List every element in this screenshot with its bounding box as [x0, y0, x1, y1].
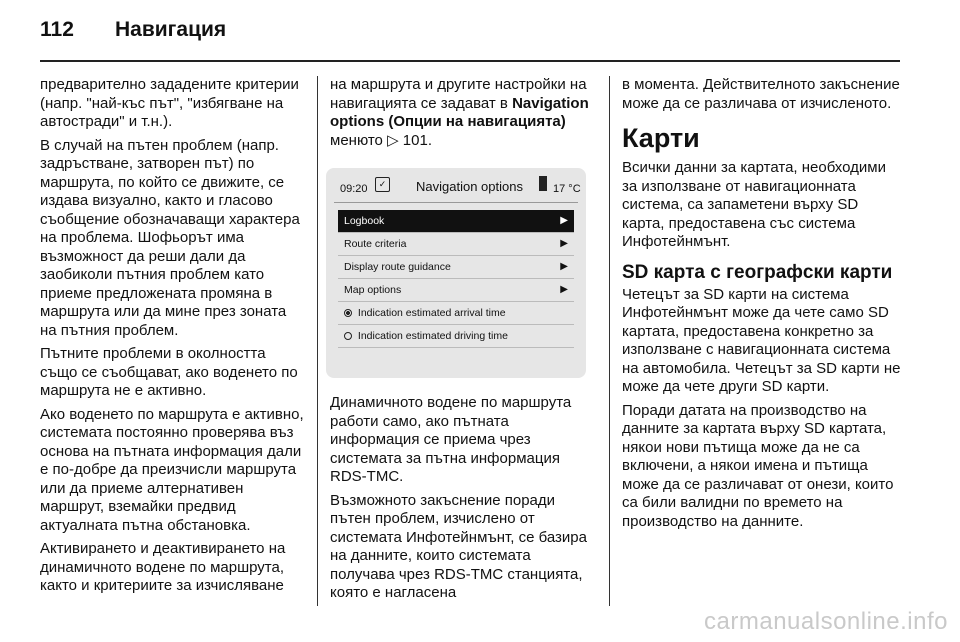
- chevron-right-icon: ▶: [560, 238, 568, 249]
- navigation-options-screen-image: [326, 168, 586, 378]
- screen-divider: [334, 202, 578, 203]
- paragraph: Ако воденето по маршрута е активно, системата постоянно проверява въз основа на пътната информация дали е по-добре да преизчисли маршрута или да приеме алтернативен маршрут, вземайки предвид актуалната пътна обстановка.: [40, 405, 304, 534]
- text-run: менюто: [330, 131, 383, 149]
- radio-unselected-icon: [344, 332, 352, 340]
- paragraph: Възможното закъснение поради пътен проблем, изчислено от системата Инфотейнмънт, се базира на данните, които системата получава чрез RDS-TMC станцията, която е нагласена: [330, 491, 587, 601]
- text-run: на маршрута и другите настройки на навигацията се задават в: [330, 76, 587, 112]
- paragraph: в момента. Действителното закъснение може да се различава от изчисленото.: [622, 76, 900, 112]
- page-reference-arrow-icon: ▷: [387, 131, 399, 149]
- page-reference: 101.: [402, 131, 432, 149]
- chevron-right-icon: ▶: [560, 261, 568, 272]
- chevron-right-icon: ▶: [560, 215, 568, 226]
- column-divider: [317, 76, 318, 606]
- page-header: [40, 18, 226, 50]
- menu-item-label: Logbook: [344, 215, 385, 227]
- column-right: [622, 76, 902, 536]
- screen-time: 09:20: [340, 183, 368, 195]
- menu-item-label: Map options: [344, 284, 402, 296]
- menu-item-map-options[interactable]: [338, 279, 574, 302]
- screen-temperature: 17 °C: [553, 183, 581, 195]
- column-left: [40, 76, 306, 601]
- navigation-icon: ✓: [375, 177, 390, 192]
- header-divider: [40, 60, 900, 62]
- column-divider: [609, 76, 610, 606]
- paragraph: Пътните проблеми в околността също се съобщават, ако воденето по маршрута не е активно.: [40, 345, 298, 399]
- radio-selected-icon: [344, 309, 352, 317]
- column-middle: [330, 76, 596, 608]
- menu-item-route-criteria[interactable]: [338, 233, 574, 256]
- radio-driving-time[interactable]: [338, 325, 574, 348]
- paragraph: предварително зададените критерии (напр. "най-къс път", "избягване на автостради" и т.н.).: [40, 76, 299, 130]
- section-title: Навигация: [115, 18, 227, 41]
- phone-icon: [539, 176, 547, 191]
- radio-arrival-time[interactable]: [338, 302, 574, 325]
- menu-item-display-route-guidance[interactable]: [338, 256, 574, 279]
- menu-item-label: Route criteria: [344, 238, 407, 250]
- paragraph: В случай на пътен проблем (напр. задръстване, затворен път) по маршрута, по който се движите, се издава визуално, както и гласово съобщение обозначаващи характера на проблема. Шофьорът има възможност да реши дали да заобиколи пътния проблем като приеме предложената промяна в маршрута или да мине през зоната на пътния проблем.: [40, 136, 300, 339]
- menu-reference: Navigation options (Опции на навигацията): [330, 94, 589, 130]
- radio-label: Indication estimated driving time: [357, 330, 508, 342]
- menu-item-logbook[interactable]: [338, 210, 574, 233]
- radio-label: Indication estimated arrival time: [357, 307, 506, 319]
- heading-maps: Карти: [622, 123, 700, 153]
- screen-title: Navigation options: [416, 179, 523, 194]
- paragraph: Динамичното водене по маршрута работи само, ако пътната информация се приема чрез системата за пътна информация RDS-TMC.: [330, 394, 572, 485]
- watermark: carmanualsonline.info: [704, 608, 948, 635]
- menu-item-label: Display route guidance: [344, 261, 451, 273]
- page-number: 112: [40, 18, 74, 41]
- paragraph: Активирането и деактивирането на динамичното водене по маршрута, както и критериите за изчисляване: [40, 540, 286, 594]
- chevron-right-icon: ▶: [560, 284, 568, 295]
- heading-sd-card: SD карта с географски карти: [622, 261, 893, 283]
- paragraph: Всички данни за картата, необходими за използване от навигационната система, са запаметени върху SD карта, предоставена със система Инфотейнмънт.: [622, 159, 886, 250]
- paragraph: Четецът за SD карти на система Инфотейнмънт може да чете само SD картата, предоставена конкретно за използване с навигационната система на автомобила. Четецът за SD карти не може да чете други SD карти.: [622, 285, 901, 395]
- screen-menu-list: [338, 210, 574, 348]
- paragraph: Поради датата на производство на данните за картата върху SD картата, някои нови пътища може да не са включени, а някои имена и пътища може да се различават от онези, които са били валидни по времето на производство на данните.: [622, 401, 894, 530]
- paragraph: [330, 76, 596, 150]
